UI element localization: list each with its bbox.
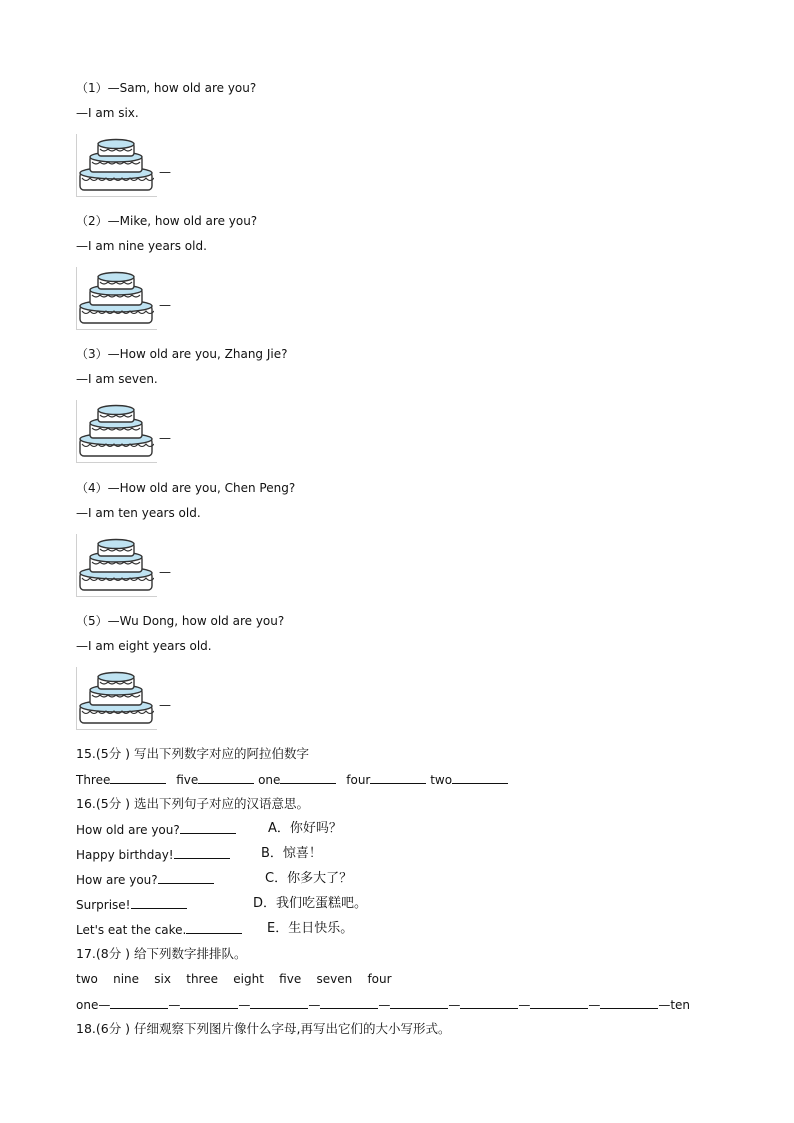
- q15-blank-1[interactable]: [110, 771, 166, 784]
- q16-title: 16.(5分 ) 选出下列句子对应的汉语意思。: [76, 796, 310, 811]
- q15-blank-5[interactable]: [452, 771, 508, 784]
- q15-word-3: one: [258, 773, 281, 787]
- dialog-5-answer: —I am eight years old.: [76, 639, 212, 653]
- q18-title: 18.(6分 ) 仔细观察下列图片像什么字母,再写出它们的大小写形式。: [76, 1021, 451, 1036]
- q15-word-5: two: [430, 773, 453, 787]
- q17-blank-4[interactable]: [320, 996, 378, 1009]
- dialog-2-answer-blank[interactable]: —: [159, 298, 171, 312]
- q17-separator: —: [588, 998, 601, 1012]
- q17-separator: —: [448, 998, 461, 1012]
- q15-blank-4[interactable]: [370, 771, 426, 784]
- cake-icon: [78, 269, 154, 329]
- dialog-2-cake-image: [76, 267, 158, 331]
- q17-word-list: two nine six three eight five seven four: [76, 972, 392, 986]
- dialog-4-question: （4）—How old are you, Chen Peng?: [76, 481, 296, 495]
- dialog-1-question: （1）—Sam, how old are you?: [76, 81, 257, 95]
- dialog-1-answer: —I am six.: [76, 106, 139, 120]
- cake-icon: [78, 669, 154, 729]
- cake-icon: [78, 536, 154, 596]
- q16-sentence-5: Let's eat the cake.: [76, 923, 187, 937]
- q16-row-4: [76, 896, 187, 913]
- q17-separator: —: [518, 998, 531, 1012]
- q17-sequence-row: [76, 996, 690, 1013]
- q15-row: [76, 771, 508, 788]
- q17-separator: —: [308, 998, 321, 1012]
- q17-blank-3[interactable]: [250, 996, 308, 1009]
- q16-sentence-2: Happy birthday!: [76, 848, 174, 862]
- dialog-3-question: （3）—How old are you, Zhang Jie?: [76, 347, 288, 361]
- q16-row-5: [76, 921, 242, 938]
- dialog-4-answer: —I am ten years old.: [76, 506, 201, 520]
- q16-option-e: E．生日快乐。: [267, 921, 354, 936]
- cake-icon: [78, 402, 154, 462]
- q15-blank-2[interactable]: [198, 771, 254, 784]
- q17-start: one—: [76, 998, 111, 1012]
- q17-blank-6[interactable]: [460, 996, 518, 1009]
- q15-blank-3[interactable]: [280, 771, 336, 784]
- q16-sentence-3: How are you?: [76, 873, 158, 887]
- dialog-2-question: （2）—Mike, how old are you?: [76, 214, 258, 228]
- dialog-2-answer: —I am nine years old.: [76, 239, 207, 253]
- q16-row-3: [76, 871, 214, 888]
- q16-sentence-1: How old are you?: [76, 823, 180, 837]
- q16-option-b: B．惊喜！: [261, 846, 322, 861]
- dialog-5-cake-image: [76, 667, 158, 731]
- q17-blank-8[interactable]: [600, 996, 658, 1009]
- q16-sentence-4: Surprise!: [76, 898, 131, 912]
- dialog-5-question: （5）—Wu Dong, how old are you?: [76, 614, 285, 628]
- dialog-3-cake-image: [76, 400, 158, 464]
- q15-word-4: four: [346, 773, 371, 787]
- q15-word-2: five: [176, 773, 199, 787]
- q17-blank-7[interactable]: [530, 996, 588, 1009]
- q17-blank-5[interactable]: [390, 996, 448, 1009]
- q16-row-1: [76, 821, 236, 838]
- q15-word-1: Three: [76, 773, 111, 787]
- dialog-3-answer-blank[interactable]: —: [159, 431, 171, 445]
- dialog-3-answer: —I am seven.: [76, 372, 158, 386]
- q16-option-c: C．你多大了？: [265, 871, 353, 886]
- q16-option-d: D．我们吃蛋糕吧。: [253, 896, 368, 911]
- q17-blank-1[interactable]: [110, 996, 168, 1009]
- q17-blank-2[interactable]: [180, 996, 238, 1009]
- q16-blank-4[interactable]: [131, 896, 187, 909]
- dialog-1-answer-blank[interactable]: —: [159, 165, 171, 179]
- q16-option-a: A．你好吗？: [268, 821, 342, 836]
- q16-blank-5[interactable]: [186, 921, 242, 934]
- q16-blank-1[interactable]: [180, 821, 236, 834]
- q17-separator: —: [168, 998, 181, 1012]
- q17-end: —ten: [658, 998, 691, 1012]
- q17-separator: —: [378, 998, 391, 1012]
- cake-icon: [78, 136, 154, 196]
- dialog-5-answer-blank[interactable]: —: [159, 698, 171, 712]
- q16-blank-3[interactable]: [158, 871, 214, 884]
- dialog-4-cake-image: [76, 534, 158, 598]
- q15-title: 15.(5分 ) 写出下列数字对应的阿拉伯数字: [76, 746, 310, 761]
- q16-row-2: [76, 846, 230, 863]
- q17-title: 17.(8分 ) 给下列数字排排队。: [76, 946, 247, 961]
- q17-separator: —: [238, 998, 251, 1012]
- q16-blank-2[interactable]: [174, 846, 230, 859]
- dialog-1-cake-image: [76, 134, 158, 198]
- dialog-4-answer-blank[interactable]: —: [159, 565, 171, 579]
